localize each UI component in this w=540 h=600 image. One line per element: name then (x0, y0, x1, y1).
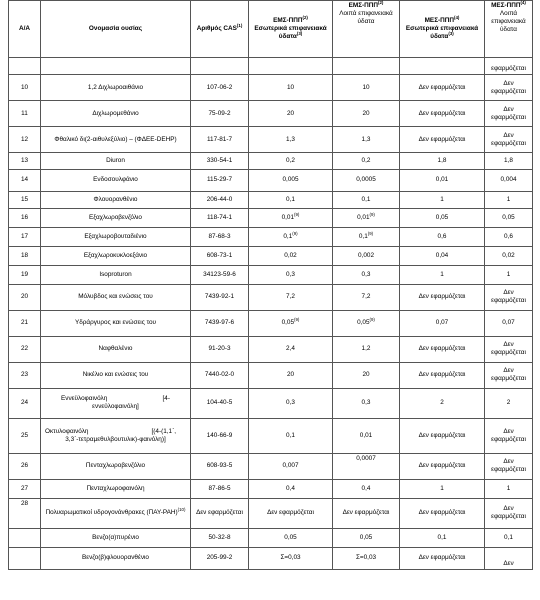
table-row (9, 227, 533, 246)
table-cell: 0,07 (485, 310, 533, 336)
footnote-ref: (3) (448, 30, 454, 36)
table-row (9, 479, 533, 498)
table-cell: 0,07 (400, 310, 485, 336)
table-row (9, 418, 533, 453)
table-cell: Μόλυβδος και ενώσεις του (41, 284, 191, 310)
table-cell: 28 (9, 498, 41, 528)
table-cell: 0,3 (333, 388, 400, 418)
table-cell: 17 (9, 227, 41, 246)
table-cell: 1,3 (249, 127, 333, 153)
table-cell: Φλουορανθένιο (41, 191, 191, 208)
table-cell: Υδράργυρος και ενώσεις του (41, 310, 191, 336)
table-cell: Βενζο(α)πυρένιο (41, 528, 191, 547)
table-cell: 13 (9, 153, 41, 170)
table-row (9, 362, 533, 388)
table-cell: Δεν εφαρμόζεται (400, 75, 485, 101)
table-cell (333, 58, 400, 75)
table-cell (333, 208, 400, 227)
table-cell (9, 547, 41, 569)
table-cell: 0,1 (249, 191, 333, 208)
table-cell: 117-81-7 (191, 127, 249, 153)
table-cell: Πολυαρωματικοί υδρογονάνθρακες (ΠΑΥ-PAH) (45, 509, 178, 516)
table-cell: 20 (9, 284, 41, 310)
cell-text: ΕΜΣ-ΠΠΠ (273, 17, 303, 24)
table-cell: Δεν εφαρμόζεται (400, 418, 485, 453)
table-cell: Δεν εφαρμόζεται (400, 127, 485, 153)
table-cell: Δεν εφαρμόζεται (485, 498, 533, 528)
table-cell: 0,02 (485, 246, 533, 265)
table-cell: 87-68-3 (191, 227, 249, 246)
document-page (8, 0, 532, 570)
table-cell: 34123-59-6 (191, 265, 249, 284)
table-cell: 0,004 (485, 170, 533, 192)
table-cell: 75-09-2 (191, 101, 249, 127)
table-cell: 1,2 Διχλωροαιθάνιο (41, 75, 191, 101)
table-cell: 25 (9, 418, 41, 453)
cell-text: Εσωτερικά επιφανειακά ύδατα (254, 25, 327, 40)
table-cell: Δεν εφαρμόζεται (485, 336, 533, 362)
table-cell: 118-74-1 (191, 208, 249, 227)
table-cell: Δεν εφαρμόζεται (485, 127, 533, 153)
table-cell (9, 528, 41, 547)
table-cell: 0,3 (249, 265, 333, 284)
table-cell (249, 208, 333, 227)
table-cell: 0,01 (400, 170, 485, 192)
header-ems-other (333, 1, 400, 58)
footnote-ref: (10) (177, 506, 186, 512)
cell-text: ΜΕΣ-ΠΠΠ (424, 17, 455, 24)
table-cell: Σ=0,03 (249, 547, 333, 569)
table-cell: Δεν εφαρμόζεται (485, 284, 533, 310)
cell-text: Εσωτερικά επιφανειακά ύδατα (405, 25, 479, 40)
substances-table (8, 0, 533, 570)
table-cell (249, 310, 333, 336)
table-cell: 16 (9, 208, 41, 227)
table-cell: 1,2 (333, 336, 400, 362)
table-cell: 0,6 (400, 227, 485, 246)
table-cell: Δεν εφαρμόζεται (191, 498, 249, 528)
footnote-ref: (2) (378, 0, 384, 5)
table-cell: 104-40-5 (191, 388, 249, 418)
table-cell: 0,0007 (333, 453, 400, 479)
table-cell: 1 (485, 479, 533, 498)
table-cell (41, 498, 191, 528)
table-cell: Εξαχλωροκυκλοεξάνιο (41, 246, 191, 265)
table-cell: 50-32-8 (191, 528, 249, 547)
table-cell: 23 (9, 362, 41, 388)
cell-text: Α/Α (18, 25, 30, 32)
table-row (9, 208, 533, 227)
table-cell: 2 (400, 388, 485, 418)
table-cell: 21 (9, 310, 41, 336)
table-cell: Δεν εφαρμόζεται (249, 498, 333, 528)
table-cell: 12 (9, 127, 41, 153)
table-cell (333, 227, 400, 246)
table-row (9, 310, 533, 336)
table-cell: 0,01 (357, 213, 370, 221)
table-cell: Δεν εφαρμόζεται (485, 362, 533, 388)
table-cell: 0,1 (333, 191, 400, 208)
table-cell: 7,2 (249, 284, 333, 310)
table-row (9, 170, 533, 192)
table-row (9, 75, 533, 101)
table-cell: 0,04 (400, 246, 485, 265)
table-cell: 115-29-7 (191, 170, 249, 192)
table-cell: Εξαχλωροβουταδιένιο (41, 227, 191, 246)
table-cell: 0,4 (333, 479, 400, 498)
cell-text: Αριθμός CAS (196, 25, 237, 32)
table-cell: Ναφθαλένιο (41, 336, 191, 362)
cell-text: Λοιπά επιφανειακά ύδατα (491, 10, 526, 33)
table-cell: 608-93-5 (191, 453, 249, 479)
table-cell: 2,4 (249, 336, 333, 362)
table-cell: 24 (9, 388, 41, 418)
footnote-ref: (9) (367, 230, 374, 236)
table-cell: 10 (9, 75, 41, 101)
table-cell: 10 (333, 75, 400, 101)
table-cell (400, 58, 485, 75)
table-row (9, 191, 533, 208)
table-cell: 2 (485, 388, 533, 418)
cell-text: [(4-(1,1΄, (151, 427, 176, 435)
table-row (9, 58, 533, 75)
table-cell: 1 (485, 265, 533, 284)
cell-text: Οκτυλοφαινόλη (45, 427, 89, 435)
table-cell: 0,05 (357, 319, 370, 326)
table-cell: 0,1 (249, 418, 333, 453)
table-cell (333, 310, 400, 336)
table-cell: 7440-02-0 (191, 362, 249, 388)
footnote-ref: (9) (369, 316, 375, 322)
table-cell: Φθαλικό δι(2-αιθυλεξύλιο) – (ΦΔΕΕ-DEHP) (41, 127, 191, 153)
table-cell: 0,05 (281, 319, 295, 326)
table-cell: 26 (9, 453, 41, 479)
table-cell: 0,3 (333, 265, 400, 284)
table-cell: 10 (249, 75, 333, 101)
table-row (9, 388, 533, 418)
table-cell: Διχλωρομεθάνιο (41, 101, 191, 127)
table-row (9, 246, 533, 265)
table-cell: 27 (9, 479, 41, 498)
table-cell (9, 58, 41, 75)
table-cell: Δεν εφαρμόζεται (400, 453, 485, 479)
table-row (9, 153, 533, 170)
table-cell: 0,02 (249, 246, 333, 265)
table-cell (191, 58, 249, 75)
table-cell: Δεν εφαρμόζεται (485, 101, 533, 127)
table-cell: 0,01 (333, 418, 400, 453)
header-mes-other (485, 1, 533, 58)
table-cell: 0,2 (249, 153, 333, 170)
table-cell: 0,6 (485, 227, 533, 246)
table-cell (41, 388, 191, 418)
header-ems-inland (249, 1, 333, 58)
table-cell: 0,05 (249, 528, 333, 547)
table-row (9, 453, 533, 479)
cell-text: ΕΜΣ-ΠΠΠ (348, 2, 379, 9)
table-cell: 0,002 (333, 246, 400, 265)
footnote-ref: (9) (294, 211, 300, 217)
table-cell: 107-06-2 (191, 75, 249, 101)
table-cell: 1 (400, 479, 485, 498)
table-cell: 0,01 (281, 213, 295, 221)
table-cell: 330-54-1 (191, 153, 249, 170)
table-cell: 1 (485, 191, 533, 208)
table-cell: 0,05 (333, 528, 400, 547)
footnote-ref: (9) (294, 316, 300, 322)
table-row (9, 284, 533, 310)
table-cell: 22 (9, 336, 41, 362)
cell-text: Ονομασία ουσίας (88, 25, 143, 32)
cell-text: ΜΕΣ-ΠΠΠ (491, 2, 521, 9)
table-cell: 20 (249, 101, 333, 127)
table-cell: Ενδοσουλφάνιο (41, 170, 191, 192)
table-cell: 0,1 (485, 528, 533, 547)
table-cell: 0,1 (400, 528, 485, 547)
table-cell: Diuron (41, 153, 191, 170)
table-row (9, 127, 533, 153)
footnote-ref: (9) (369, 211, 375, 217)
table-cell: 0,2 (333, 153, 400, 170)
table-cell: Δεν εφαρμόζεται (333, 498, 400, 528)
table-row (9, 101, 533, 127)
table-cell: 1,3 (333, 127, 400, 153)
table-cell: 3,3΄-τετραμεθυλβουτυλικ)-φαινόλη)] (65, 435, 166, 443)
table-row (9, 528, 533, 547)
table-cell: 19 (9, 265, 41, 284)
table-cell: 205-99-2 (191, 547, 249, 569)
table-cell: Δεν εφαρμόζεται (400, 284, 485, 310)
table-cell: 206-44-0 (191, 191, 249, 208)
table-cell (41, 418, 191, 453)
table-cell: Δεν εφαρμόζεται (485, 418, 533, 453)
table-row (9, 498, 533, 528)
table-cell: Δεν εφαρμόζεται (485, 75, 533, 101)
table-cell: 14 (9, 170, 41, 192)
table-cell: 0,3 (249, 388, 333, 418)
table-cell: Δεν εφαρμόζεται (400, 336, 485, 362)
table-cell: εννεϋλοφαινόλη] (92, 403, 139, 410)
table-cell: Δεν εφαρμόζεται (400, 547, 485, 569)
table-cell: 20 (333, 362, 400, 388)
continued-cell: εφαρμόζεται (485, 58, 533, 75)
cell-text: Εννεϋλοφαινόλη (61, 395, 108, 402)
table-cell: 7439-97-6 (191, 310, 249, 336)
footnote-ref: (1) (236, 22, 243, 28)
table-cell: 1,8 (485, 153, 533, 170)
table-cell: 0,1 (283, 232, 293, 240)
table-cell: 18 (9, 246, 41, 265)
header-substance-name (41, 1, 191, 58)
table-header-row (9, 1, 533, 58)
cell-text: Λοιπά επιφανειακά ύδατα (339, 10, 393, 25)
table-cell: 1,8 (400, 153, 485, 170)
table-cell: 0,007 (249, 453, 333, 479)
table-cell: Πενταχλωροβενζόλιο (41, 453, 191, 479)
table-cell: 140-66-9 (191, 418, 249, 453)
table-cell: 7439-92-1 (191, 284, 249, 310)
table-cell: 608-73-1 (191, 246, 249, 265)
footnote-ref: (4) (454, 14, 460, 20)
table-cell: 1 (400, 191, 485, 208)
table-cell: 1 (400, 265, 485, 284)
table-row (9, 547, 533, 569)
table-cell: Νικέλιο και ενώσεις του (41, 362, 191, 388)
table-cell (41, 58, 191, 75)
table-cell: 0,05 (400, 208, 485, 227)
table-cell: Βενζο(β)φλουορανθένιο (41, 547, 191, 569)
table-cell: 20 (333, 101, 400, 127)
table-cell: Δεν (485, 547, 533, 569)
table-cell: 0,4 (249, 479, 333, 498)
table-cell: 91-20-3 (191, 336, 249, 362)
table-cell (249, 58, 333, 75)
footnote-ref: (2) (302, 14, 308, 20)
table-cell (249, 227, 333, 246)
table-cell: 0,1 (358, 232, 368, 240)
table-cell: Δεν εφαρμόζεται (485, 453, 533, 479)
table-cell: Πενταχλωροφαινόλη (41, 479, 191, 498)
table-cell: 0,005 (249, 170, 333, 192)
header-cas (191, 1, 249, 58)
footnote-ref: (9) (292, 230, 298, 236)
table-cell: 0,0005 (333, 170, 400, 192)
footnote-ref: (4) (520, 0, 526, 5)
footnote-ref: (3) (296, 30, 303, 36)
table-cell: Δεν εφαρμόζεται (400, 362, 485, 388)
header-aa (9, 1, 41, 58)
table-row (9, 336, 533, 362)
table-cell: Isoproturon (41, 265, 191, 284)
table-cell: 7,2 (333, 284, 400, 310)
cell-text: [4- (162, 395, 170, 402)
table-cell: 20 (249, 362, 333, 388)
table-cell: Σ=0,03 (333, 547, 400, 569)
table-cell: Δεν εφαρμόζεται (400, 498, 485, 528)
table-cell: 15 (9, 191, 41, 208)
table-row (9, 265, 533, 284)
table-cell: 11 (9, 101, 41, 127)
table-cell: Εξαχλωροβενζόλιο (41, 208, 191, 227)
table-cell: 87-86-5 (191, 479, 249, 498)
table-cell: 0,05 (485, 208, 533, 227)
table-cell: Δεν εφαρμόζεται (400, 101, 485, 127)
header-mes-inland (400, 1, 485, 58)
